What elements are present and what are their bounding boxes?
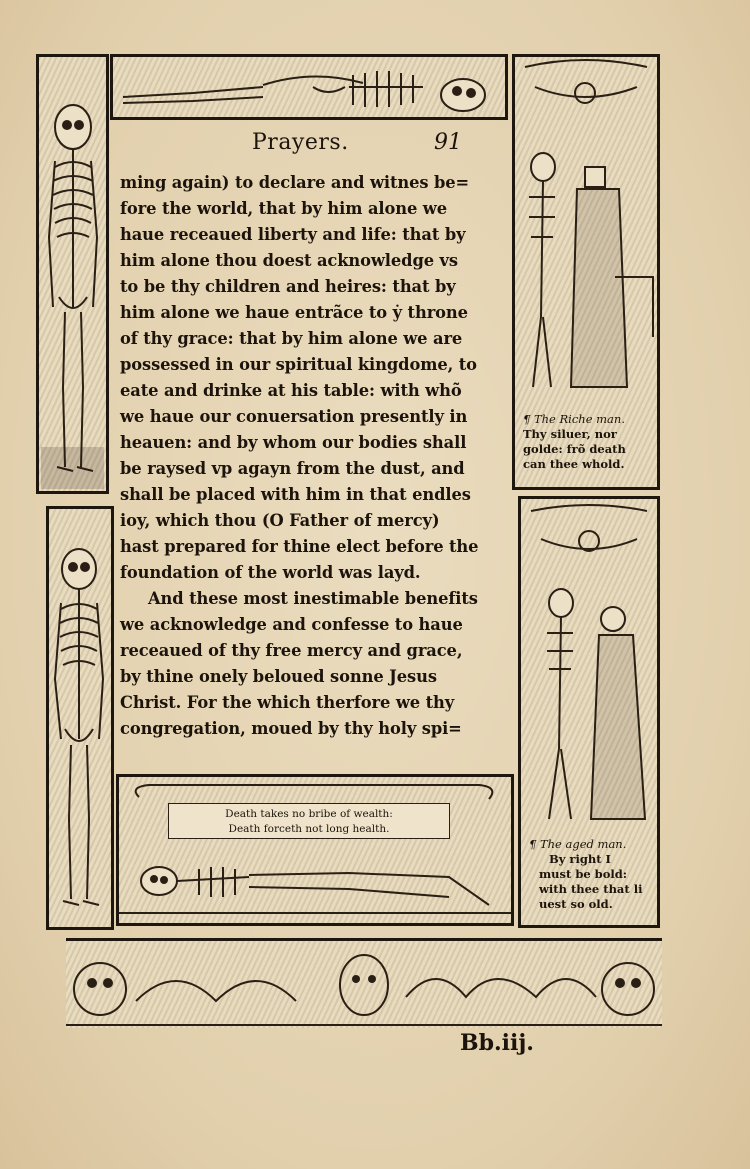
text-line: be raysed vp agayn from the dust, and — [120, 459, 465, 478]
caption-line: By right I — [549, 852, 611, 866]
text-line: congregation, moued by thy holy spi= — [120, 719, 462, 738]
caption-line: golde: frõ death — [523, 442, 626, 456]
ornamental-frieze — [66, 938, 662, 1028]
text-line: by thine onely beloued sonne Jesus — [120, 667, 437, 686]
foliage-and-masks-ornament — [66, 941, 662, 1027]
text-line: we haue our conuersation presently in — [120, 407, 468, 426]
text-line: eate and drinke at his table: with whõ — [120, 381, 462, 400]
left-lower-skeleton-panel — [46, 506, 114, 930]
running-head — [112, 130, 510, 164]
aged-man-panel — [518, 496, 660, 928]
standing-skeleton-illustration — [39, 57, 106, 491]
bottom-lying-skeleton-panel — [116, 774, 514, 926]
motto-line: Death takes no bribe of wealth: — [225, 808, 393, 820]
left-upper-skeleton-panel — [36, 54, 109, 494]
text-line: ming again) to declare and witnes be= — [120, 173, 470, 192]
caption-line: uest so old. — [539, 897, 613, 911]
text-line: haue receaued liberty and life: that by — [120, 225, 466, 244]
text-line: fore the world, that by him alone we — [120, 199, 447, 218]
death-and-rich-man-illustration — [515, 57, 657, 407]
prayer-text-block — [120, 170, 512, 742]
text-line: hast prepared for thine elect before the — [120, 537, 479, 556]
text-line: of thy grace: that by him alone we are — [120, 329, 463, 348]
caption-title: ¶ The aged man. — [529, 837, 627, 851]
text-line: Christ. For the which therfore we thy — [120, 693, 455, 712]
text-line: foundation of the world was layd. — [120, 563, 421, 582]
aged-man-caption — [529, 837, 642, 912]
signature-mark: Bb.iij. — [460, 1030, 534, 1056]
top-lying-skeleton-panel — [110, 54, 508, 120]
caption-line: can thee whold. — [523, 457, 625, 471]
motto-line: Death forceth not long health. — [228, 823, 390, 835]
folio-number: 91 — [434, 130, 462, 155]
caption-title: ¶ The Riche man. — [523, 412, 625, 426]
text-line: And these most inestimable benefits — [148, 589, 478, 608]
death-motto-scroll — [168, 803, 450, 839]
caption-line: with thee that li — [539, 882, 643, 896]
lying-skeleton-illustration — [119, 777, 511, 923]
rich-man-caption — [523, 412, 626, 472]
text-line: ioy, which thou (O Father of mercy) — [120, 511, 440, 530]
text-line: heauen: and by whom our bodies shall — [120, 433, 467, 452]
death-and-aged-man-illustration — [521, 499, 657, 829]
caption-line: Thy siluer, nor — [523, 427, 617, 441]
text-line: him alone we haue entrãce to ẏ throne — [120, 303, 468, 322]
caption-line: must be bold: — [539, 867, 628, 881]
rich-man-panel — [512, 54, 660, 490]
running-title: Prayers. — [252, 130, 349, 155]
text-line: possessed in our spiritual kingdome, to — [120, 355, 477, 374]
text-line: receaued of thy free mercy and grace, — [120, 641, 463, 660]
text-line: him alone thou doest acknowledge vs — [120, 251, 458, 270]
text-line: shall be placed with him in that endles — [120, 485, 471, 504]
standing-skeleton-illustration — [49, 509, 111, 927]
text-line: to be thy children and heires: that by — [120, 277, 456, 296]
lying-skeleton-illustration — [113, 57, 505, 117]
text-line: we acknowledge and confesse to haue — [120, 615, 463, 634]
